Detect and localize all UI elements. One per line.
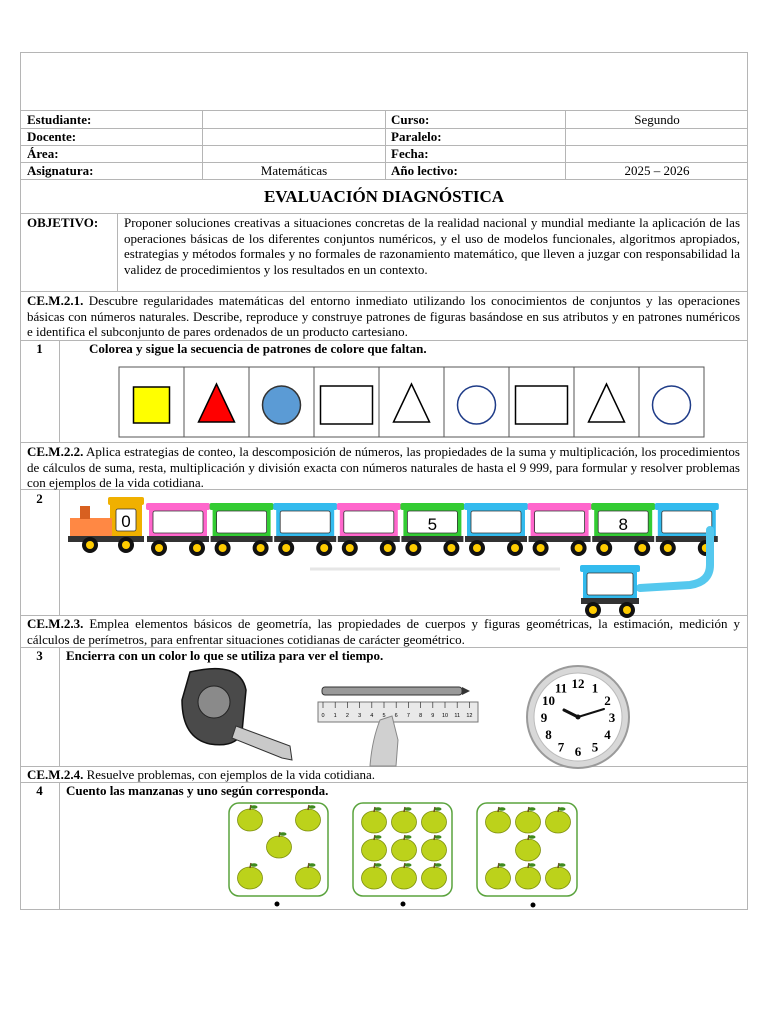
apple-icon [516, 839, 541, 861]
apple-leaf [499, 863, 506, 867]
subject-label: Asignatura: [27, 163, 94, 178]
apple-icon [392, 839, 417, 861]
ruler-number: 6 [394, 713, 398, 719]
date-label: Fecha: [391, 146, 429, 161]
course-value: Segundo [634, 112, 680, 127]
ruler-number: 11 [454, 713, 461, 719]
question-number: 4 [36, 783, 43, 798]
apple-icon [238, 809, 263, 831]
course-label: Curso: [391, 112, 430, 127]
apple-icon [486, 811, 511, 833]
criterion-code: CE.M.2.3. [27, 616, 84, 631]
apple-icon [422, 811, 447, 833]
apple-icon [362, 811, 387, 833]
clock-number: 10 [542, 693, 556, 708]
ruler-number: 3 [358, 713, 362, 719]
apple-icon [392, 811, 417, 833]
apple-leaf [375, 863, 382, 867]
question-number: 1 [36, 341, 43, 356]
question-text: Colorea y sigue la secuencia de patrones de colore que faltan. [89, 341, 427, 356]
clock-number: 9 [540, 710, 548, 725]
clock-number: 7 [557, 739, 565, 755]
clock-number: 6 [574, 744, 582, 759]
clock-number: 5 [591, 739, 599, 755]
apple-leaf [435, 835, 442, 839]
apple-icon [516, 811, 541, 833]
apple-leaf [529, 807, 536, 811]
apple-icon [362, 839, 387, 861]
apple-icon [516, 867, 541, 889]
apple-icon [238, 867, 263, 889]
ruler-number: 0 [321, 713, 325, 719]
teacher-label: Docente: [27, 129, 77, 144]
criterion-description: Aplica estrategias de conteo, la descomposición de números, las propiedades de la suma y multiplicación, los procedimientos de cálculos de suma, resta, multiplicación y división exacta con números naturales de hasta el 9 999, para formular y resolver problemas con ejemplos de la vida cotidiana. [27, 444, 740, 490]
year-value: 2025 – 2026 [624, 163, 690, 178]
clock-number: 11 [554, 680, 568, 696]
ruler-number: 1 [333, 713, 337, 719]
apple-leaf [251, 863, 258, 867]
apple-leaf [309, 863, 316, 867]
clock-number: 3 [608, 710, 616, 725]
parallel-label: Paralelo: [391, 129, 442, 144]
matching-dot [401, 902, 406, 907]
student-label: Estudiante: [27, 112, 92, 127]
apple-icon [296, 867, 321, 889]
apple-icon [486, 867, 511, 889]
wagon-number: 5 [427, 515, 438, 534]
year-label: Año lectivo: [391, 163, 458, 178]
wagon-number: 8 [618, 515, 628, 534]
apple-leaf [405, 863, 412, 867]
apple-leaf [405, 835, 412, 839]
apple-leaf [435, 807, 442, 811]
clock-number: 1 [591, 680, 599, 696]
clock-number: 4 [604, 727, 611, 742]
wagon-number: 0 [121, 512, 131, 531]
question-number: 2 [36, 491, 43, 506]
clock-number: 8 [545, 727, 552, 742]
objective-label: OBJETIVO: [27, 215, 99, 230]
apple-leaf [529, 863, 536, 867]
matching-dot [275, 902, 280, 907]
criterion-code: CE.M.2.1. [27, 293, 84, 308]
area-label: Área: [27, 146, 59, 161]
apple-leaf [309, 805, 316, 809]
apple-leaf [405, 807, 412, 811]
apple-leaf [435, 863, 442, 867]
apple-leaf [559, 807, 566, 811]
apple-leaf [559, 863, 566, 867]
criterion-code: CE.M.2.4. [27, 767, 84, 782]
apple-icon [267, 836, 292, 858]
apple-icon [362, 867, 387, 889]
ruler-number: 5 [382, 713, 386, 719]
apple-leaf [529, 835, 536, 839]
apple-icon [546, 867, 571, 889]
question-number: 3 [36, 648, 43, 663]
objective-text: Proponer soluciones creativas a situaciones concretas de la realidad nacional y mundial mediante la aplicación de las operaciones básicas de los diferentes conjuntos numéricos, y el uso de modelos funcionales, algoritmos apropiados, estrategias y métodos formales y no formales de razonamiento matemático, que lleven a juzgar con responsabilidad la validez de procedimientos y los resultados en un contexto. [124, 215, 740, 277]
ruler-number: 7 [406, 713, 410, 719]
apple-leaf [375, 835, 382, 839]
question-text: Encierra con un color lo que se utiliza para ver el tiempo. [66, 648, 384, 663]
apple-leaf [251, 805, 258, 809]
apple-leaf [280, 832, 287, 836]
criterion-description: Emplea elementos básicos de geometría, las propiedades de cuerpos y figuras geométricas, la estimación, medición y cálculos de perímetros, para enfrentar situaciones cotidianas de carácter geométrico. [27, 616, 741, 647]
ruler-number: 8 [419, 713, 423, 719]
ruler-number: 9 [431, 713, 435, 719]
apple-icon [546, 811, 571, 833]
ruler-number: 12 [466, 713, 473, 719]
clock-number: 12 [571, 676, 585, 691]
subject-value: Matemáticas [260, 163, 328, 178]
clock-number: 2 [604, 693, 611, 708]
criterion-description: Resuelve problemas, con ejemplos de la vida cotidiana. [86, 767, 376, 782]
apple-leaf [375, 807, 382, 811]
apple-leaf [499, 807, 506, 811]
criterion-code: CE.M.2.2. [27, 444, 84, 459]
ruler-number: 10 [441, 713, 449, 719]
apple-icon [392, 867, 417, 889]
ruler-number: 4 [370, 713, 374, 719]
ruler-number: 2 [345, 713, 349, 719]
apple-icon [422, 867, 447, 889]
question-text: Cuento las manzanas y uno según corresponda. [66, 783, 329, 798]
apple-icon [422, 839, 447, 861]
apple-icon [296, 809, 321, 831]
page-title: EVALUACIÓN DIAGNÓSTICA [263, 187, 505, 206]
criterion-description: Descubre regularidades matemáticas del entorno inmediato utilizando los conocimientos de conjuntos y las operaciones básicas con números naturales. Describe, reproduce y construye patrones de figuras basándose en sus atributos y en patrones numéricos e identifica el subconjunto de pares ordenados de un producto cartesiano. [27, 293, 741, 339]
matching-dot [531, 903, 536, 908]
